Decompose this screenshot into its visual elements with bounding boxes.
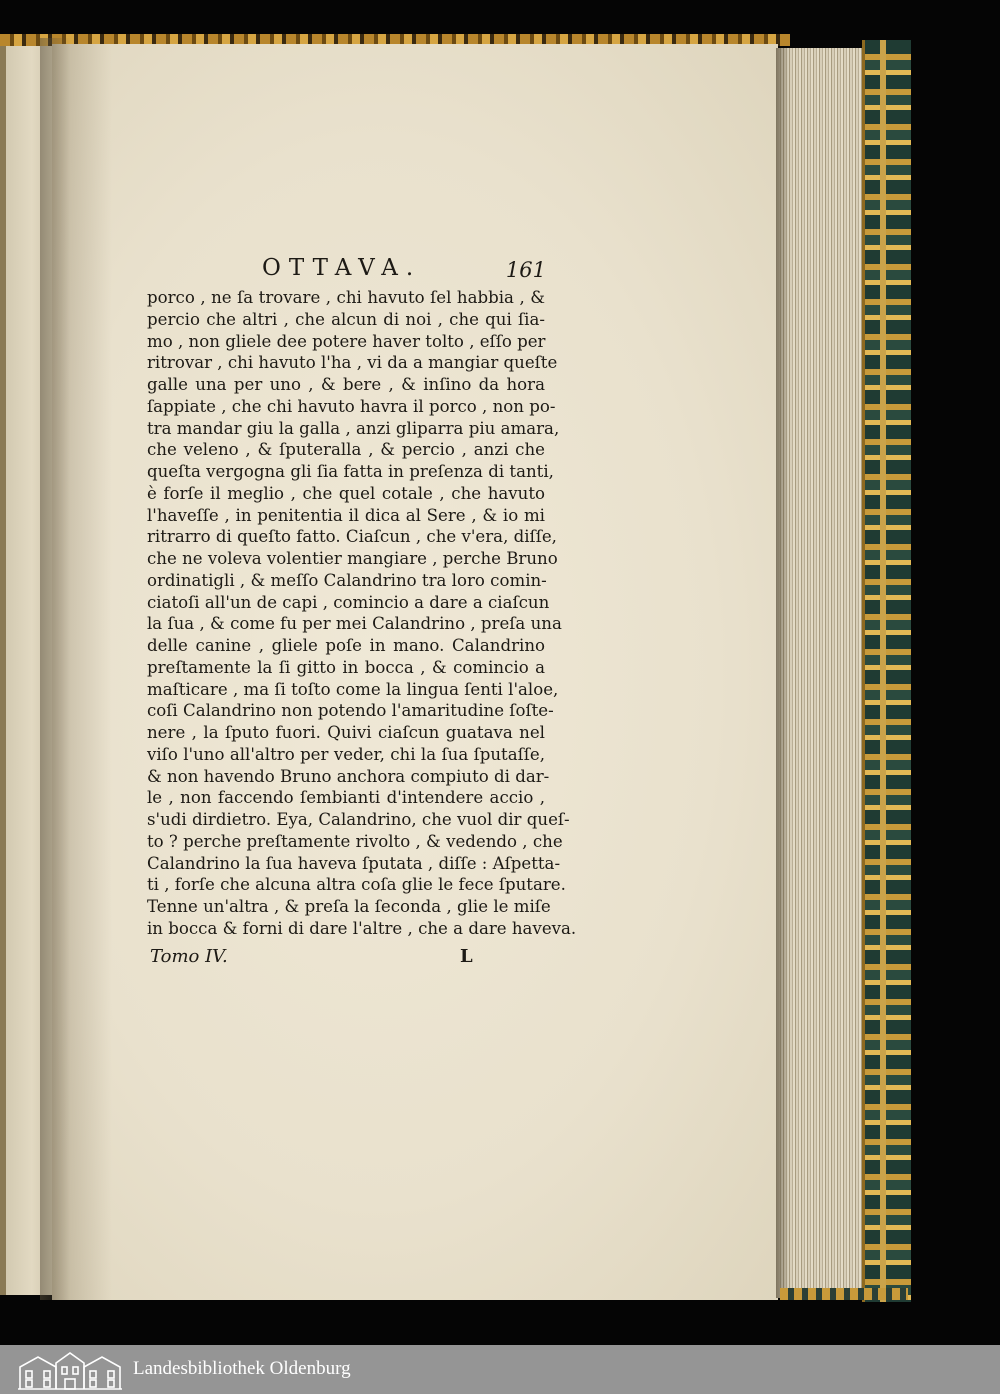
library-name[interactable]: Landesbibliothek Oldenburg	[133, 1358, 351, 1379]
text-line: l'haveſſe , in penitentia il dica al Sere , & io mi	[147, 505, 545, 525]
text-line: & non havendo Bruno anchora compiuto di dar-	[147, 766, 550, 786]
text-line: ritrovar , chi havuto l'ha , vi da a mangiar queſte	[147, 353, 558, 373]
text-line: le , non faccendo ſembianti d'intendere accio ,	[147, 788, 545, 808]
text-line: Tenne un'altra , & preſa la ſeconda , glie le miſe	[147, 897, 551, 916]
text-line: mo , non gliele dee potere haver tolto , eſſo per	[147, 331, 546, 351]
text-line: è forſe il meglio , che quel cotale , che havuto	[147, 483, 545, 503]
text-line: ciatoſi all'un de capi , comincio a dare a ciaſcun	[147, 592, 550, 612]
text-line: delle canine , gliele poſe in mano. Calandrino	[147, 636, 545, 655]
text-line: in bocca & forni di dare l'altre , che a dare haveva.	[147, 918, 577, 938]
text-line: che veleno , & ſputeralla , & percio , anzi che	[147, 440, 545, 460]
gilt-cover-border	[862, 40, 911, 1302]
text-line: to ? perche preſtamente rivolto , & vedendo , che	[147, 831, 563, 851]
library-building-icon	[18, 1349, 122, 1391]
text-line: coſi Calandrino non potendo l'amaritudine ſoſte-	[147, 701, 554, 721]
text-line: che ne voleva volentier mangiare , perche Bruno	[147, 549, 558, 568]
running-head	[150, 255, 546, 289]
fore-edge-shadow	[776, 48, 790, 1298]
text-line: tra mandar giu la galla , anzi gliparra piu amara,	[147, 418, 560, 438]
page-number: 161	[505, 258, 546, 282]
text-line: Calandrino la ſua haveva ſputata , diſſe : Aſpetta-	[147, 853, 561, 873]
text-line: viſo l'uno all'altro per veder, chi la ſua ſputaſſe,	[147, 744, 545, 764]
text-line: ſappiate , che chi havuto havra il porco , non po-	[147, 396, 556, 416]
running-head-title: OTTAVA.	[262, 255, 422, 281]
gilt-cover-bottom	[780, 1288, 908, 1300]
left-cover-edge	[0, 40, 6, 1295]
text-line: percio che altri , che alcun di noi , che qui ſia-	[147, 309, 545, 329]
body-text	[147, 287, 577, 940]
signature-row	[150, 946, 546, 974]
text-line: ti , forſe che alcuna altra coſa glie le fece ſputare.	[147, 875, 566, 895]
text-line: la ſua , & come fu per mei Calandrino , preſa una	[147, 614, 562, 634]
text-line: preſtamente la ſi gitto in bocca , & comincio a	[147, 657, 545, 677]
volume-mark: Tomo IV.	[150, 946, 228, 967]
page-fore-edge	[778, 48, 864, 1298]
text-line: porco , ne ſa trovare , chi havuto ſel habbia , &	[147, 288, 545, 307]
signature-mark: L	[460, 946, 473, 967]
text-line: ordinatigli , & meſſo Calandrino tra loro comin-	[147, 570, 547, 590]
text-line: maſticare , ma ſi toſto come la lingua ſenti l'aloe,	[147, 679, 559, 699]
gilt-cover-fillet	[880, 40, 886, 1302]
text-line: queſta vergogna gli ſia fatta in preſenza di tanti,	[147, 462, 554, 481]
text-line: s'udi dirdietro. Eya, Calandrino, che vuol dir queſ-	[147, 810, 570, 829]
text-line: nere , la ſputo fuori. Quivi ciaſcun guatava nel	[147, 723, 545, 742]
text-line: ritrarro di queſto fatto. Ciaſcun , che v'era, diſſe,	[147, 527, 557, 547]
page-shadow	[52, 44, 112, 1300]
text-line: galle una per uno , & bere , & inſino da hora	[147, 375, 545, 394]
footer-bar	[0, 1345, 1000, 1394]
